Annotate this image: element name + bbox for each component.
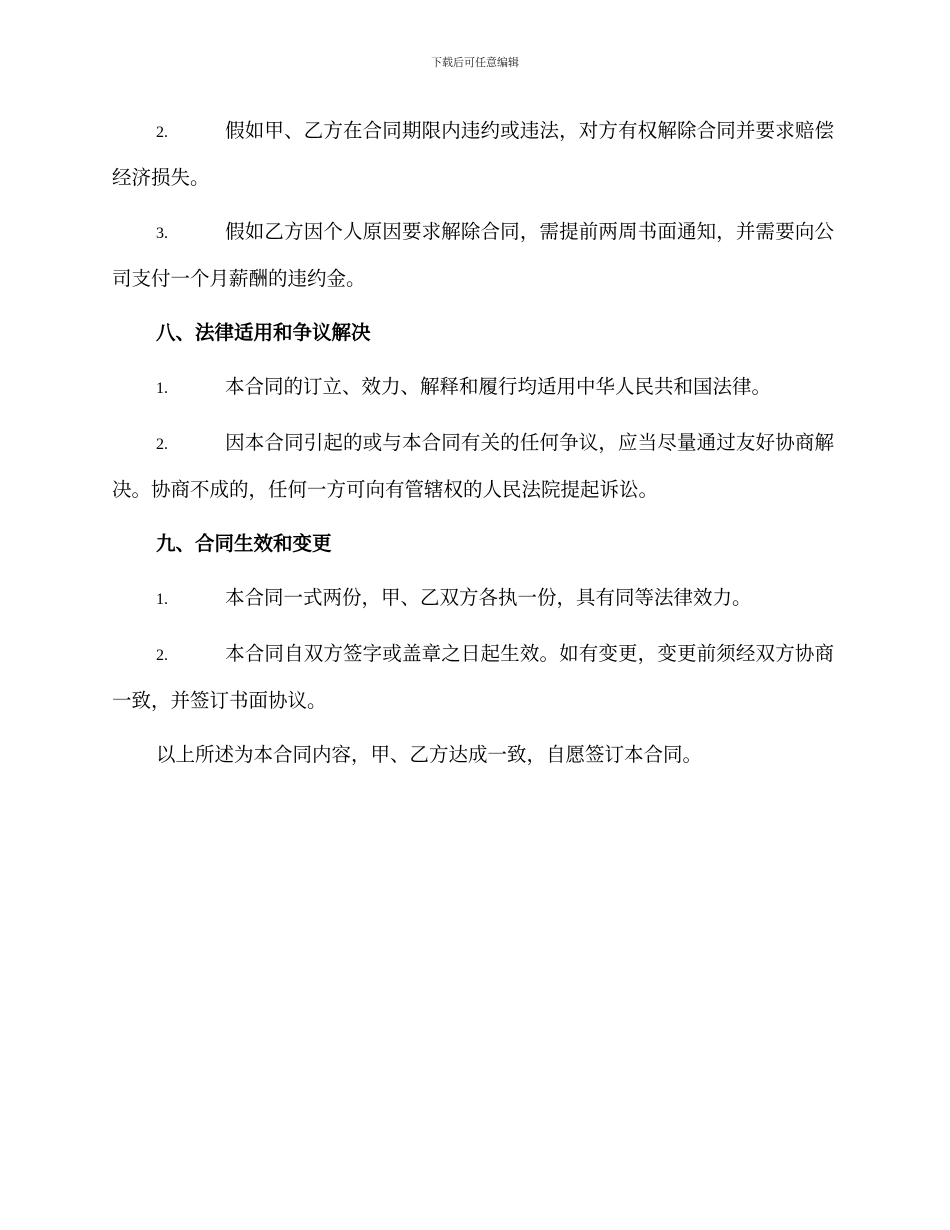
clause-item <box>112 364 834 411</box>
clause-text: 假如甲、乙方在合同期限内违约或违法，对方有权解除合同并要求赔偿经济损失。 <box>112 119 834 189</box>
clause-number: 1. <box>156 591 168 608</box>
clause-number: 1. <box>156 380 168 397</box>
closing-statement: 以上所述为本合同内容，甲、乙方达成一致，自愿签订本合同。 <box>156 743 703 766</box>
page-header-note: 下载后可任意编辑 <box>431 56 519 69</box>
clause-number: 2. <box>156 124 168 141</box>
clause-number: 2. <box>156 647 168 664</box>
section-heading-effect: 九、合同生效和变更 <box>156 532 332 555</box>
clause-text: 假如乙方因个人原因要求解除合同，需提前两周书面通知，并需要向公司支付一个月薪酬的违约金。 <box>112 220 834 290</box>
clause-item <box>112 575 834 622</box>
clause-number: 2. <box>156 436 168 453</box>
clause-text: 本合同一式两份，甲、乙双方各执一份，具有同等法律效力。 <box>225 586 752 609</box>
clause-item <box>112 108 834 200</box>
clause-item <box>112 209 834 301</box>
clause-item <box>112 631 834 723</box>
clause-text: 本合同自双方签字或盖章之日起生效。如有变更，变更前须经双方协商一致，并签订书面协议。 <box>112 642 834 712</box>
document-body <box>112 108 834 777</box>
section-heading-law: 八、法律适用和争议解决 <box>156 321 371 344</box>
clause-text: 本合同的订立、效力、解释和履行均适用中华人民共和国法律。 <box>225 375 772 398</box>
clause-number: 3. <box>156 225 168 242</box>
clause-item <box>112 420 834 512</box>
clause-text: 因本合同引起的或与本合同有关的任何争议，应当尽量通过友好协商解决。协商不成的，任何一方可向有管辖权的人民法院提起诉讼。 <box>112 431 834 501</box>
